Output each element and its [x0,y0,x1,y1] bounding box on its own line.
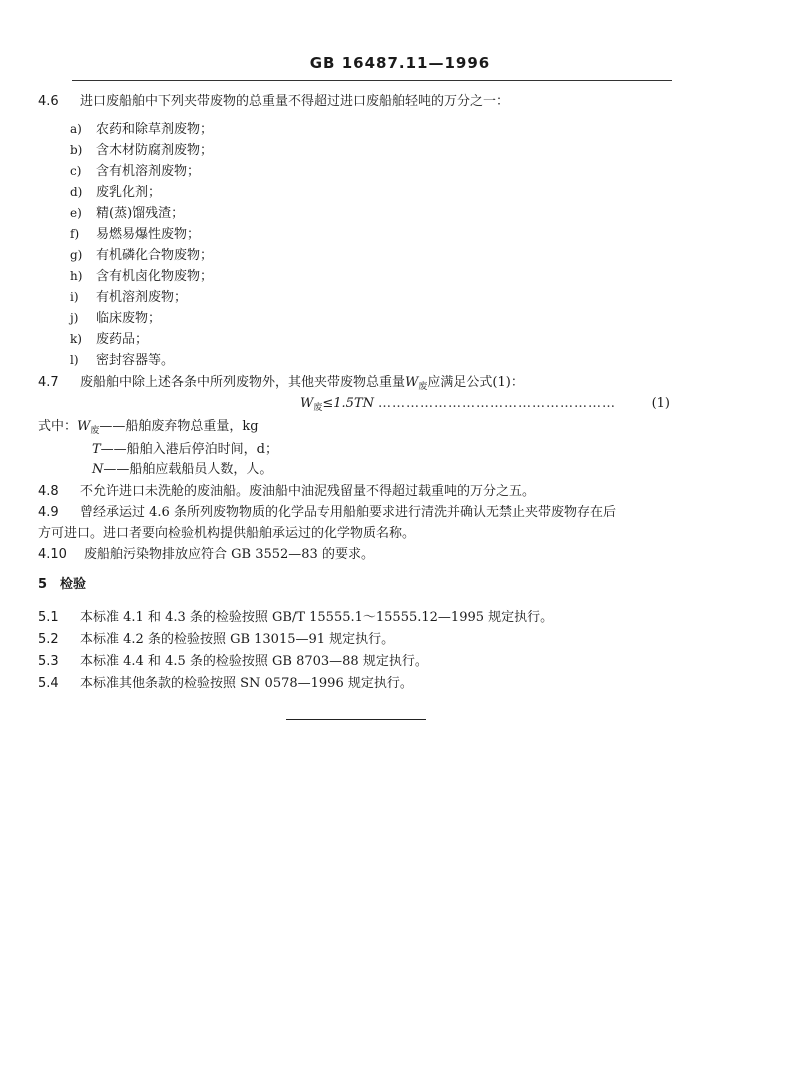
clause-number: 4.10 [38,547,67,562]
where-symbol-t: T [92,442,101,457]
where-w-description: ——船舶废弃物总重量，kg [99,419,259,434]
list-item-c [70,163,200,180]
clause-number: 5.1 [38,610,59,625]
list-item-text: 含有机溶剂废物； [96,164,201,179]
list-item-text: 易燃易爆性废物； [96,227,201,242]
clause-5-3 [38,654,428,670]
list-item-label: h) [70,269,83,283]
header-divider [72,80,672,81]
list-item-h [70,268,213,285]
clause-text: 本标准 4.1 和 4.3 条的检验按照 GB/T 15555.1～15555.12—1995 规定执行。 [80,610,554,625]
clause-5-4 [38,676,413,692]
formula-number: (1) [651,396,670,411]
list-item-e [70,205,184,222]
clause-text: 本标准 4.4 和 4.5 条的检验按照 GB 8703—88 规定执行。 [80,654,428,669]
where-n-description: ——船舶应载船员人数，人。 [103,462,273,477]
clause-text: 本标准其他条款的检验按照 SN 0578—1996 规定执行。 [80,676,413,691]
list-item-l [70,352,174,369]
formula-symbol-w: W [300,396,314,411]
list-item-b [70,142,213,159]
list-item-text: 密封容器等。 [96,353,175,368]
section-5-heading [38,577,86,593]
where-t [92,442,278,458]
section-title: 检验 [60,577,87,592]
where-prefix: 式中： [38,419,78,434]
clause-text: 进口废船舶中下列夹带废物的总重量不得超过进口废船舶轻吨的万分之一： [80,94,510,109]
list-item-label: d) [70,185,83,199]
list-item-g [70,247,213,264]
clause-text-continued: 应满足公式(1)： [427,375,524,390]
clause-number: 5.4 [38,676,59,691]
clause-number: 5.3 [38,654,59,669]
list-item-label: i) [70,290,79,304]
list-item-text: 精(蒸)馏残渣； [96,206,185,221]
list-item-j [70,310,161,327]
list-item-text: 废药品； [96,332,149,347]
clause-4-9-continued [38,526,415,542]
clause-text: 方可进口。进口者要向检验机构提供船舶承运过的化学物质名称。 [38,526,416,541]
clause-text: 废船舶污染物排放应符合 GB 3552—83 的要求。 [84,547,374,562]
clause-number: 5.2 [38,632,59,647]
where-subscript: 废 [90,426,100,436]
clause-4-10 [38,547,374,563]
where-symbol-w: W [77,419,91,434]
clause-number: 4.9 [38,505,59,520]
clause-4-9 [38,505,616,521]
list-item-d [70,184,161,201]
where-w [38,419,259,439]
end-of-document-rule [286,719,426,720]
list-item-text: 含有机卤化物废物； [96,269,214,284]
where-t-description: ——船舶入港后停泊时间，d； [100,442,278,457]
list-item-label: e) [70,206,82,220]
symbol-w: W [405,375,419,390]
clause-text: 本标准 4.2 条的检验按照 GB 13015—91 规定执行。 [80,632,395,647]
clause-5-2 [38,632,394,648]
formula-leader-dots: …………………………………………… [378,396,617,411]
clause-number: 4.8 [38,484,59,499]
list-item-text: 临床废物； [96,311,162,326]
symbol-subscript: 废 [418,382,428,392]
list-item-text: 含木材防腐剂废物； [96,143,214,158]
list-item-k [70,331,148,348]
list-item-label: j) [70,311,79,325]
list-item-label: f) [70,227,80,241]
clause-4-6 [38,94,509,110]
formula-1 [300,396,670,413]
list-item-label: a) [70,122,82,136]
list-item-label: b) [70,143,83,157]
section-number: 5 [38,577,48,592]
list-item-text: 有机磷化合物废物； [96,248,214,263]
clause-4-8 [38,484,535,500]
list-item-f [70,226,200,243]
list-item-label: k) [70,332,82,346]
list-item-a [70,121,213,138]
clause-number: 4.6 [38,94,59,109]
list-item-label: g) [70,248,83,262]
clause-text: 不允许进口未洗舱的废油船。废油船中油泥残留量不得超过载重吨的万分之五。 [80,484,536,499]
list-item-i [70,289,187,306]
where-n [92,462,272,478]
clause-5-1 [38,610,553,626]
list-item-text: 农药和除草剂废物； [96,122,214,137]
formula-subscript: 废 [313,403,323,413]
list-item-label: l) [70,353,79,367]
clause-4-7 [38,375,524,395]
clause-number: 4.7 [38,375,59,390]
list-item-text: 有机溶剂废物； [96,290,188,305]
clause-text: 废船舶中除上述各条中所列废物外，其他夹带废物总重量 [80,375,406,390]
list-item-text: 废乳化剂； [96,185,162,200]
where-symbol-n: N [92,462,104,477]
list-item-label: c) [70,164,82,178]
page-header-standard-number: GB 16487.11—1996 [309,54,491,72]
clause-text: 曾经承运过 4.6 条所列废物物质的化学品专用船舶要求进行清洗并确认无禁止夹带废物存在后 [80,505,616,520]
formula-expression [300,396,374,413]
formula-rhs: ≤1.5TN [322,396,375,411]
